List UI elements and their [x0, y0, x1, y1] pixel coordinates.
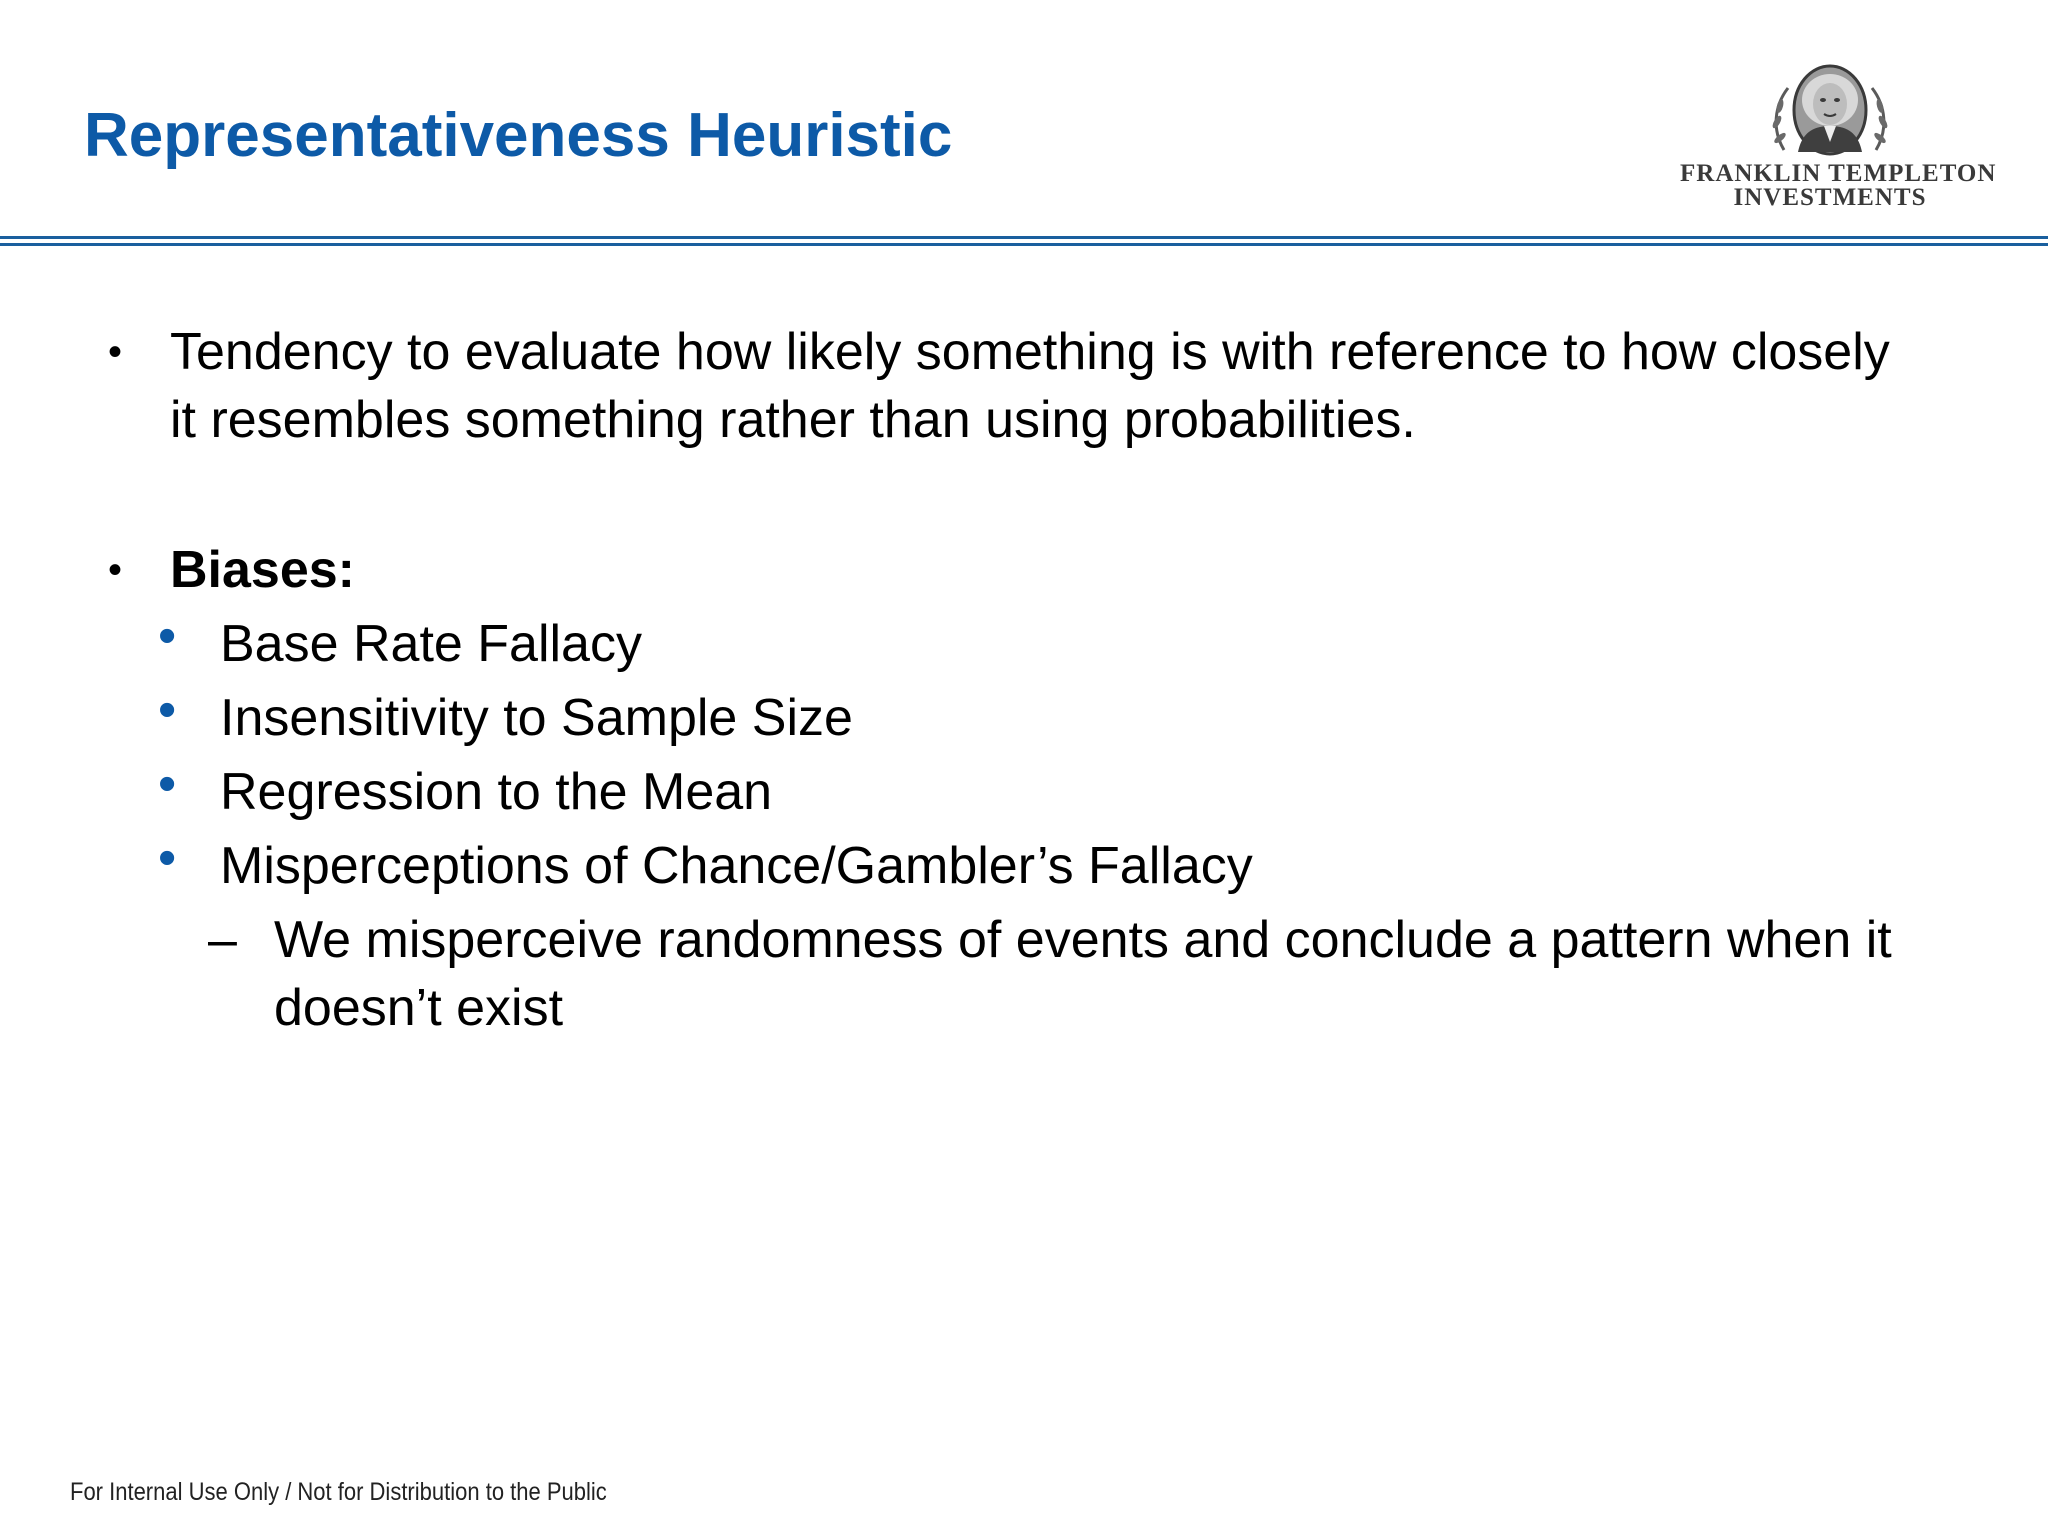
sub-bullet-text: Base Rate Fallacy	[220, 615, 642, 673]
sub-sub-bullet-text: We misperceive randomness of events and conclude a pattern when it doesn’t exist	[274, 911, 1892, 1037]
sub-bullet-item	[158, 607, 1928, 678]
bullet-text: Tendency to evaluate how likely something is with reference to how closely it resembles something rather than using probabilities.	[170, 323, 1890, 449]
sub-bullet-text: Misperceptions of Chance/Gambler’s Fallacy	[220, 837, 1253, 895]
sub-bullet-item	[158, 681, 1928, 752]
dash-marker: –	[208, 911, 237, 969]
header-divider-bottom	[0, 243, 2048, 246]
bullet-marker: •	[108, 548, 123, 592]
bullet-item	[108, 318, 1928, 454]
sub-bullet-item	[158, 829, 1928, 900]
slide-title: Representativeness Heuristic	[84, 101, 953, 170]
logo-text-line-1: FRANKLIN TEMPLETON	[1680, 160, 1997, 187]
company-logo	[1680, 60, 1997, 220]
sub-bullet-item	[158, 755, 1928, 826]
sub-bullet-marker: •	[158, 755, 177, 813]
logo-text-line-2: INVESTMENTS	[1733, 184, 1927, 211]
sub-bullet-text: Insensitivity to Sample Size	[220, 689, 853, 747]
bullet-item	[108, 536, 1928, 604]
confidentiality-footer: For Internal Use Only / Not for Distribution to the Public	[70, 1478, 607, 1506]
franklin-portrait-emblem-icon	[1766, 60, 1894, 160]
sub-sub-bullet-item	[208, 906, 1928, 1042]
bullet-marker: •	[108, 330, 123, 374]
sub-bullet-marker: •	[158, 681, 177, 739]
sub-bullet-text: Regression to the Mean	[220, 763, 773, 821]
sub-bullet-marker: •	[158, 607, 177, 665]
bullet-text-biases: Biases:	[170, 541, 355, 599]
header-divider-top	[0, 236, 2048, 239]
sub-bullet-marker: •	[158, 829, 177, 887]
